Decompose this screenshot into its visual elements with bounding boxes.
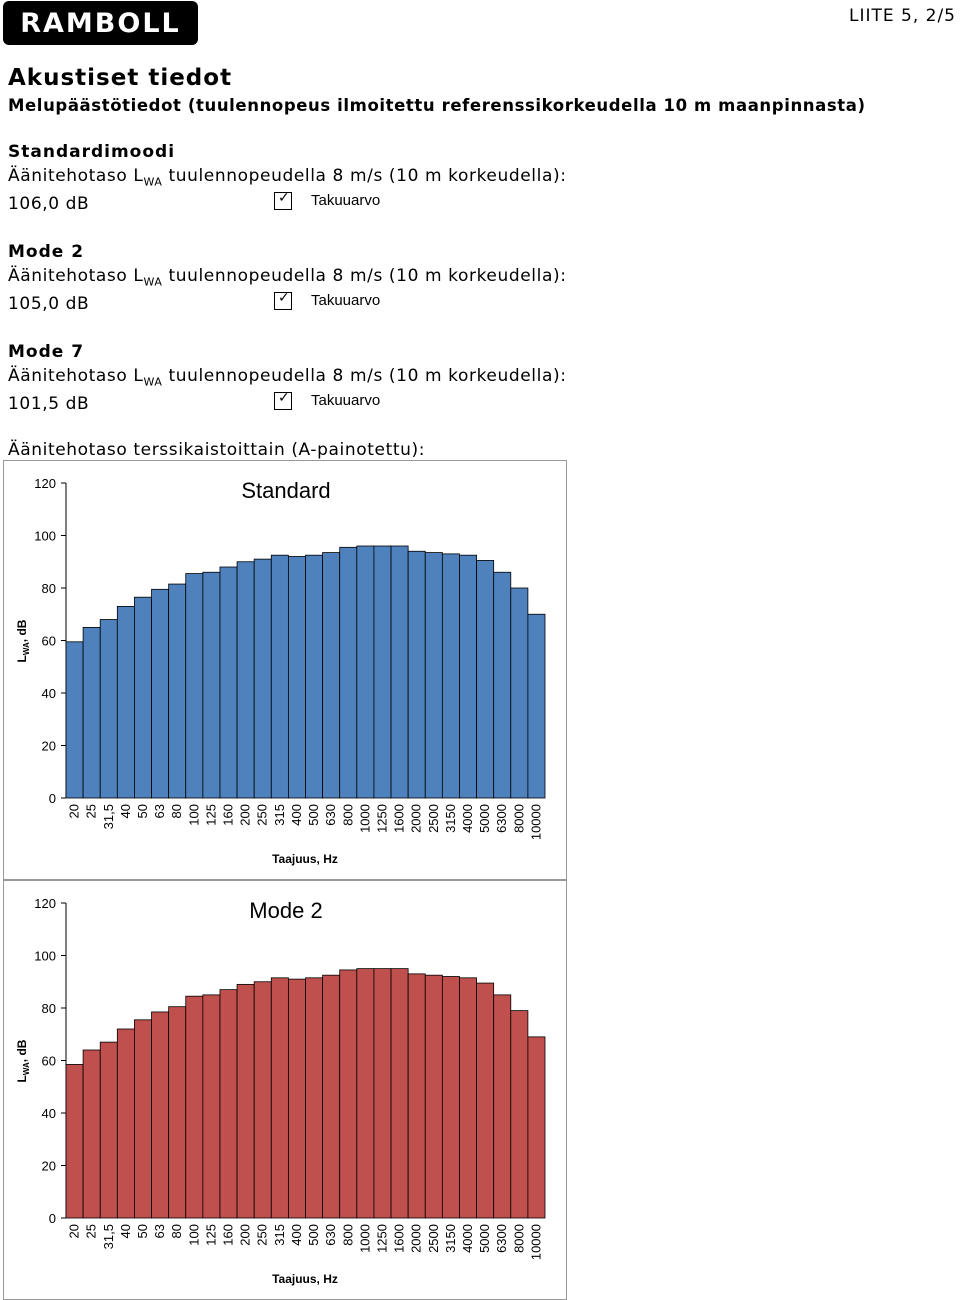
mode-description (8, 366, 908, 392)
x-tick-label: 250 (254, 1224, 270, 1246)
x-tick-label: 50 (134, 804, 150, 819)
guarantee-checkbox[interactable] (274, 292, 292, 310)
bar (511, 1011, 528, 1218)
desc-suffix: tuulennopeudella 8 m/s (10 m korkeudella): (162, 166, 567, 186)
bar (186, 996, 203, 1218)
bar (220, 567, 237, 798)
bar (459, 555, 476, 798)
bar (117, 1029, 134, 1218)
bar (134, 597, 151, 798)
chart-standard (3, 460, 567, 880)
y-tick-label: 80 (41, 1001, 56, 1016)
chart-standard-svg (4, 461, 566, 879)
x-tick-label: 1000 (357, 1224, 373, 1253)
mode-block-mode2 (8, 242, 908, 320)
y-tick-label: 20 (41, 738, 56, 754)
desc-suffix: tuulennopeudella 8 m/s (10 m korkeudella): (162, 366, 567, 386)
x-tick-label: 250 (254, 804, 270, 826)
page-label: LIITE 5, 2/5 (848, 6, 956, 26)
x-tick-label: 63 (152, 1224, 168, 1239)
x-tick-label: 50 (134, 1224, 150, 1239)
x-tick-label: 4000 (460, 804, 476, 833)
bar (237, 562, 254, 798)
x-tick-label: 4000 (460, 1224, 476, 1253)
x-tick-label: 80 (169, 1224, 185, 1239)
x-tick-label: 2500 (425, 804, 441, 833)
x-tick-label: 80 (169, 804, 185, 819)
bar (323, 553, 340, 798)
x-tick-label: 20 (66, 1224, 82, 1239)
y-tick-label: 40 (41, 686, 56, 701)
check-icon: ✓ (278, 190, 290, 206)
bar (459, 978, 476, 1218)
x-tick-label: 200 (237, 804, 253, 826)
bar (83, 1050, 100, 1218)
y-tick-label: 60 (41, 1053, 56, 1069)
y-label-main: L (15, 655, 29, 663)
x-tick-label: 20 (66, 804, 82, 819)
x-tick-label: 31,5 (100, 1224, 116, 1250)
bar (152, 1012, 169, 1218)
bar (357, 546, 374, 798)
x-tick-label: 63 (152, 804, 168, 819)
check-icon: ✓ (278, 290, 290, 306)
x-tick-label: 100 (186, 804, 202, 826)
x-tick-label: 5000 (477, 1224, 493, 1253)
desc-subscript: WA (143, 375, 163, 389)
x-tick-label: 2000 (408, 804, 424, 833)
x-tick-label: 31,5 (100, 804, 116, 830)
x-tick-label: 800 (340, 804, 356, 826)
y-tick-label: 40 (41, 1106, 56, 1121)
mode-name: Mode 2 (8, 242, 85, 262)
y-tick-label: 100 (34, 948, 56, 964)
y-tick-label: 0 (48, 1211, 56, 1226)
x-axis-label: Taajuus, Hz (272, 1272, 338, 1286)
bar (306, 555, 323, 798)
x-tick-label: 500 (306, 804, 322, 826)
x-tick-label: 25 (83, 804, 99, 819)
bar (169, 1007, 186, 1218)
bar (66, 642, 83, 798)
bar (408, 974, 425, 1218)
x-tick-label: 400 (288, 1224, 304, 1246)
x-tick-label: 1250 (374, 1224, 390, 1253)
mode-name: Mode 7 (8, 342, 85, 362)
bar (237, 984, 254, 1218)
x-tick-label: 1000 (357, 804, 373, 833)
mode-block-standard (8, 142, 908, 220)
y-axis-label (15, 1039, 31, 1082)
x-tick-label: 40 (117, 1224, 133, 1239)
bar (323, 975, 340, 1218)
bar (203, 995, 220, 1218)
y-axis-label (15, 619, 31, 662)
x-tick-label: 1250 (374, 804, 390, 833)
desc-prefix: Äänitehotaso L (8, 366, 144, 386)
desc-prefix: Äänitehotaso L (8, 266, 144, 286)
x-tick-label: 1600 (391, 1224, 407, 1253)
bar (374, 969, 391, 1218)
x-tick-label: 200 (237, 1224, 253, 1246)
y-tick-label: 120 (34, 896, 56, 911)
x-tick-label: 8000 (511, 804, 527, 833)
x-tick-label: 2500 (425, 1224, 441, 1253)
bar (340, 547, 357, 798)
bar (528, 614, 545, 798)
bar (288, 979, 305, 1218)
y-label-subscript: WA (22, 642, 31, 656)
x-tick-label: 10000 (528, 1224, 544, 1261)
bar (306, 978, 323, 1218)
y-label-main: L (15, 1075, 29, 1083)
bar (391, 546, 408, 798)
bar (254, 559, 271, 798)
x-tick-label: 1600 (391, 804, 407, 833)
bar (271, 978, 288, 1218)
x-tick-label: 6300 (494, 1224, 510, 1253)
x-tick-label: 125 (203, 1224, 219, 1246)
bar (100, 620, 117, 799)
page-subtitle: Melupäästötiedot (tuulennopeus ilmoitettu referenssikorkeudella 10 m maanpinnasta) (8, 96, 866, 115)
ramboll-logo (3, 1, 198, 45)
x-tick-label: 400 (288, 804, 304, 826)
bar (254, 982, 271, 1218)
bar (117, 606, 134, 798)
x-tick-label: 8000 (511, 1224, 527, 1253)
mode-description (8, 166, 908, 192)
y-label-subscript: WA (22, 1062, 31, 1076)
bar (203, 572, 220, 798)
guarantee-label: Takuuarvo (311, 292, 381, 309)
y-tick-label: 80 (41, 581, 56, 596)
desc-suffix: tuulennopeudella 8 m/s (10 m korkeudella): (162, 266, 567, 286)
bar (271, 555, 288, 798)
x-tick-label: 3150 (442, 804, 458, 833)
desc-prefix: Äänitehotaso L (8, 166, 144, 186)
guarantee-label: Takuuarvo (311, 392, 381, 409)
y-tick-label: 60 (41, 633, 56, 649)
x-tick-label: 10000 (528, 804, 544, 841)
bar (169, 584, 186, 798)
bar (357, 969, 374, 1218)
y-tick-label: 20 (41, 1158, 56, 1174)
x-tick-label: 160 (220, 1224, 236, 1246)
bar (477, 983, 494, 1218)
guarantee-checkbox[interactable] (274, 392, 292, 410)
x-tick-label: 40 (117, 804, 133, 819)
x-tick-label: 160 (220, 804, 236, 826)
logo-text: RAMBOLL (20, 7, 181, 39)
chart-title: Mode 2 (249, 898, 323, 923)
bar (220, 990, 237, 1218)
bar (494, 572, 511, 798)
y-tick-label: 120 (34, 476, 56, 491)
x-tick-label: 6300 (494, 804, 510, 833)
guarantee-label: Takuuarvo (311, 192, 381, 209)
page-title: Akustiset tiedot (8, 65, 233, 91)
x-tick-label: 630 (323, 804, 339, 826)
bar (66, 1064, 83, 1218)
mode-description (8, 266, 908, 292)
x-tick-label: 100 (186, 1224, 202, 1246)
bar (511, 588, 528, 798)
x-tick-label: 500 (306, 1224, 322, 1246)
mode-block-mode7 (8, 342, 908, 420)
bar (83, 627, 100, 798)
desc-subscript: WA (143, 175, 163, 189)
y-tick-label: 100 (34, 528, 56, 544)
chart-title: Standard (241, 478, 331, 503)
chart-mode2 (3, 880, 567, 1300)
mode-value: 106,0 dB (8, 194, 90, 214)
x-tick-label: 5000 (477, 804, 493, 833)
y-label-unit: , dB (15, 1039, 29, 1063)
bar (288, 557, 305, 799)
x-axis-label: Taajuus, Hz (272, 852, 338, 866)
bar (528, 1037, 545, 1218)
chart-mode2-svg (4, 881, 566, 1299)
mode-value: 101,5 dB (8, 394, 90, 414)
bar (186, 574, 203, 798)
bar (477, 560, 494, 798)
desc-subscript: WA (143, 275, 163, 289)
x-tick-label: 315 (271, 1224, 287, 1246)
x-tick-label: 3150 (442, 1224, 458, 1253)
bar (391, 969, 408, 1218)
x-tick-label: 2000 (408, 1224, 424, 1253)
bar (442, 554, 459, 798)
bar (340, 970, 357, 1218)
check-icon: ✓ (278, 390, 290, 406)
x-tick-label: 315 (271, 804, 287, 826)
bar (425, 553, 442, 798)
x-tick-label: 25 (83, 1224, 99, 1239)
bar (374, 546, 391, 798)
bar (494, 995, 511, 1218)
spectrum-label: Äänitehotaso terssikaistoittain (A-painotettu): (8, 440, 426, 460)
guarantee-checkbox[interactable] (274, 192, 292, 210)
bar (408, 551, 425, 798)
bar (152, 589, 169, 798)
x-tick-label: 800 (340, 1224, 356, 1246)
y-tick-label: 0 (48, 791, 56, 806)
mode-name: Standardimoodi (8, 142, 176, 162)
y-label-unit: , dB (15, 619, 29, 643)
mode-value: 105,0 dB (8, 294, 90, 314)
x-tick-label: 630 (323, 1224, 339, 1246)
bar (425, 975, 442, 1218)
x-tick-label: 125 (203, 804, 219, 826)
bar (134, 1020, 151, 1218)
bar (442, 977, 459, 1219)
bar (100, 1042, 117, 1218)
